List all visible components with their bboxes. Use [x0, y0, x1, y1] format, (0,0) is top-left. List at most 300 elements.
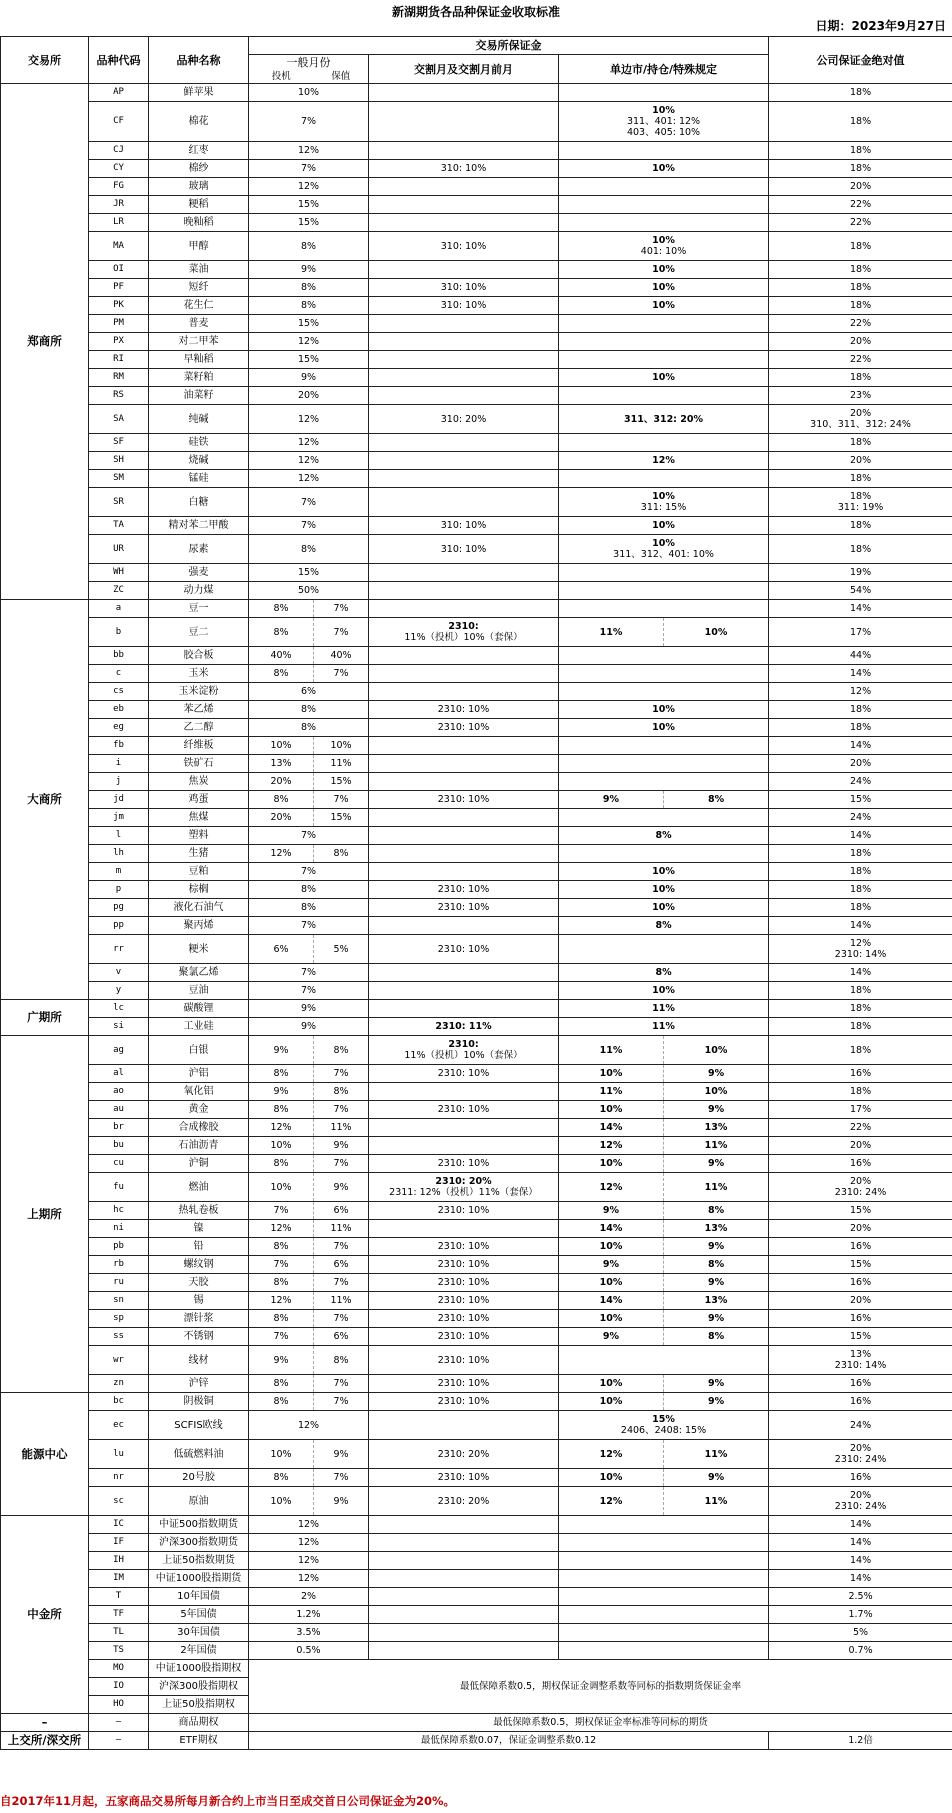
cell-text-line: 上证50指数期货 [162, 1555, 235, 1566]
cell-text-line: 7% [333, 794, 349, 805]
product-name [149, 452, 249, 470]
table-row [1, 1570, 952, 1588]
product-name [149, 142, 249, 160]
cell-text-line: 13% [270, 758, 292, 769]
table-row [1, 1732, 952, 1750]
company-margin [769, 369, 952, 387]
cell-text-line: 豆油 [188, 985, 209, 996]
company-margin [769, 1310, 952, 1328]
cell-text-line: 8% [273, 668, 289, 679]
cell-text-line: i [115, 758, 122, 768]
delivery-margin [369, 1155, 559, 1173]
header-company-margin: 公司保证金绝对值 [769, 37, 952, 84]
table-row [1, 452, 952, 470]
product-name [149, 470, 249, 488]
cell-text-line: 10% [270, 740, 292, 751]
cell-text-line: CY [113, 163, 124, 173]
speculation-margin [249, 665, 314, 683]
cell-text-line: 广期所 [27, 1010, 62, 1024]
special-margin [559, 964, 769, 982]
cell-text-line: sn [113, 1295, 124, 1305]
product-name [149, 1000, 249, 1018]
product-code [89, 809, 149, 827]
cell-text-line: 15% [297, 217, 320, 228]
special-margin [559, 261, 769, 279]
speculation-margin [249, 1101, 314, 1119]
table-row [1, 1065, 952, 1083]
special-speculation [559, 1036, 664, 1065]
cell-text-line: 粳米 [188, 943, 209, 955]
cell-text-line: 2.5% [848, 1591, 873, 1602]
cell-text-line: 10% [652, 538, 675, 549]
cell-text-line: 10% [270, 1140, 292, 1151]
product-name [149, 1328, 249, 1346]
cell-text-line: 棉纱 [188, 163, 209, 174]
company-margin [769, 737, 952, 755]
cell-text-line: 9% [707, 1313, 725, 1324]
product-name [149, 1274, 249, 1292]
cell-text-line: 2310: 10% [437, 943, 490, 955]
delivery-margin [369, 1256, 559, 1274]
cell-text-line: ag [113, 1044, 124, 1055]
cell-text-line: 1.7% [848, 1609, 873, 1620]
special-hedge [664, 1155, 769, 1173]
cell-text-line: 生猪 [188, 848, 209, 859]
delivery-margin [369, 899, 559, 917]
special-hedge [664, 1469, 769, 1487]
product-code [89, 1696, 149, 1714]
cell-text-line: 螺纹钢 [183, 1259, 214, 1270]
general-margin [249, 1000, 369, 1018]
special-margin [559, 405, 769, 434]
table-row [1, 232, 952, 261]
special-margin [559, 809, 769, 827]
company-margin [769, 517, 952, 535]
cell-text-line: 11% [704, 1495, 728, 1507]
speculation-margin [249, 1083, 314, 1101]
cell-text-line: 2311: 12%（投机）11%（套保） [389, 1187, 538, 1198]
table-row [1, 1469, 952, 1487]
table-row [1, 315, 952, 333]
product-code [89, 845, 149, 863]
cell-text-line: 苯乙烯 [183, 704, 214, 715]
product-name [149, 1292, 249, 1310]
cell-text-line: SA [113, 413, 124, 424]
cell-text-line: 0.7% [848, 1645, 873, 1656]
table-row [1, 369, 952, 387]
cell-text-line: 11% [704, 1181, 728, 1193]
delivery-margin [369, 737, 559, 755]
cell-text-line: fu [113, 1181, 124, 1192]
hedge-margin [314, 809, 369, 827]
product-name [149, 315, 249, 333]
special-margin [559, 1588, 769, 1606]
cell-text-line: 20% [270, 776, 292, 787]
cell-text-line: 9% [707, 1241, 725, 1252]
company-margin [769, 791, 952, 809]
hedge-margin [314, 773, 369, 791]
cell-text-line: 18% [849, 264, 872, 275]
product-name [149, 1346, 249, 1375]
delivery-margin [369, 351, 559, 369]
cell-text-line: 8% [707, 794, 725, 805]
company-margin [769, 1588, 952, 1606]
company-margin [769, 1516, 952, 1534]
cell-text-line: 棕榈 [188, 884, 209, 895]
cell-text-line: 11% [652, 1003, 675, 1014]
cell-text-line: c [115, 668, 122, 678]
product-name [149, 1642, 249, 1660]
table-row [1, 84, 952, 102]
special-speculation [559, 791, 664, 809]
cell-text-line: 白糖 [188, 496, 209, 508]
cell-text-line: 尿素 [188, 543, 209, 555]
cell-text-line: TS [113, 1645, 124, 1655]
special-margin [559, 1570, 769, 1588]
product-code [89, 214, 149, 232]
special-hedge [664, 1274, 769, 1292]
general-margin [249, 297, 369, 315]
cell-text-line: 10% [599, 1158, 623, 1169]
cell-text-line: 18% [849, 145, 872, 156]
cell-text-line: 10% [652, 163, 675, 174]
table-row [1, 1487, 952, 1516]
cell-text-line: 310: 10% [440, 240, 487, 252]
product-name [149, 333, 249, 351]
general-margin [249, 1570, 369, 1588]
company-margin [769, 160, 952, 178]
product-name [149, 1393, 249, 1411]
cell-text-line: 9% [300, 372, 317, 383]
cell-text-line: 锰硅 [188, 473, 209, 484]
cell-text-line: 2310: 24% [834, 1454, 887, 1465]
cell-text-line: 豆二 [188, 626, 209, 638]
cell-text-line: 14% [849, 1519, 872, 1530]
cell-text-line: 黄金 [188, 1104, 209, 1115]
delivery-margin [369, 1137, 559, 1155]
cell-text-line: 16% [849, 1472, 872, 1483]
cell-text-line: 上期所 [27, 1206, 62, 1221]
cell-text-line: 403、405: 10% [626, 127, 701, 138]
delivery-margin [369, 1310, 559, 1328]
company-margin [769, 387, 952, 405]
product-code [89, 452, 149, 470]
speculation-margin [249, 1238, 314, 1256]
special-speculation [559, 618, 664, 647]
cell-text-line: 10% [599, 1068, 623, 1079]
cell-text-line: 8% [707, 1259, 725, 1270]
product-name [149, 964, 249, 982]
company-margin [769, 84, 952, 102]
special-margin [559, 982, 769, 1000]
general-margin [249, 142, 369, 160]
exchange-cell [1, 1732, 89, 1750]
cell-text-line: nr [113, 1472, 124, 1482]
cell-text-line: 9% [333, 1181, 349, 1193]
hedge-margin [314, 1375, 369, 1393]
cell-text-line: bb [113, 650, 124, 660]
cell-text-line: HO [113, 1699, 124, 1709]
cell-text-line: hc [113, 1205, 124, 1215]
cell-text-line: 22% [849, 217, 872, 228]
delivery-margin [369, 755, 559, 773]
cell-text-line: 12% [297, 473, 320, 484]
product-code [89, 917, 149, 935]
table-row [1, 196, 952, 214]
speculation-margin [249, 755, 314, 773]
special-speculation [559, 1310, 664, 1328]
cell-text-line: 9% [707, 1378, 725, 1389]
cell-text-line: zn [113, 1378, 124, 1388]
cell-text-line: 10% [599, 1378, 623, 1389]
cell-text-line: 2310: [448, 621, 479, 632]
cell-text-line: 15% [330, 812, 352, 823]
general-margin [249, 582, 369, 600]
cell-text-line: 短纤 [188, 282, 209, 293]
cell-text-line: 1.2倍 [848, 1735, 873, 1746]
cell-text-line: LR [113, 217, 124, 227]
cell-text-line: 10% [599, 1104, 623, 1115]
table-row [1, 1393, 952, 1411]
cell-text-line: 11% [330, 758, 352, 769]
special-margin [559, 535, 769, 564]
product-code [89, 1411, 149, 1440]
special-margin [559, 773, 769, 791]
product-name [149, 196, 249, 214]
product-code [89, 1660, 149, 1678]
product-name [149, 863, 249, 881]
cell-text-line: 7% [333, 603, 349, 614]
cell-text-line: 9% [273, 1086, 289, 1097]
header-delivery-month: 交割月及交割月前月 [369, 55, 559, 84]
etf-rule-text [249, 1732, 769, 1750]
hedge-margin [314, 1137, 369, 1155]
company-margin [769, 1393, 952, 1411]
product-code [89, 535, 149, 564]
cell-text-line: 18% [849, 1086, 872, 1097]
cell-text-line: 15% [849, 1205, 872, 1216]
cell-text-line: 11% [704, 1448, 728, 1460]
speculation-margin [249, 1155, 314, 1173]
cell-text-line: 6% [333, 1205, 349, 1216]
cell-text-line: eb [113, 704, 124, 714]
delivery-margin [369, 791, 559, 809]
product-name [149, 899, 249, 917]
product-name [149, 1660, 249, 1678]
cell-text-line: 6% [300, 686, 317, 697]
company-margin [769, 1534, 952, 1552]
special-margin [559, 1642, 769, 1660]
cell-text-line: 粳稻 [188, 199, 209, 210]
product-code [89, 387, 149, 405]
special-margin [559, 845, 769, 863]
cell-text-line: 9% [707, 1472, 725, 1483]
hedge-margin [314, 1155, 369, 1173]
product-code [89, 1516, 149, 1534]
cell-text-line: ru [113, 1277, 124, 1287]
cell-text-line: 白银 [188, 1044, 209, 1056]
delivery-margin [369, 647, 559, 665]
hedge-margin [314, 1393, 369, 1411]
delivery-margin [369, 1606, 559, 1624]
speculation-margin [249, 935, 314, 964]
cell-text-line: PM [113, 318, 124, 328]
cell-text-line: SF [113, 437, 124, 447]
cell-text-line: 2310: [448, 1039, 479, 1050]
cell-text-line: 11% [652, 1021, 675, 1032]
cell-text-line: 8% [273, 1313, 289, 1324]
general-margin [249, 517, 369, 535]
cell-text-line: 16% [849, 1396, 872, 1407]
special-margin [559, 178, 769, 196]
speculation-margin [249, 1346, 314, 1375]
product-code [89, 1624, 149, 1642]
cell-text-line: 10% [270, 1495, 292, 1507]
table-row [1, 1714, 952, 1732]
table-row [1, 1018, 952, 1036]
cell-text-line: 石油沥青 [178, 1140, 219, 1151]
cell-text-line: 2310: 10% [437, 902, 490, 913]
special-margin [559, 917, 769, 935]
table-row [1, 517, 952, 535]
general-margin [249, 84, 369, 102]
cell-text-line: 14% [849, 1555, 872, 1566]
delivery-margin [369, 315, 559, 333]
cell-text-line: 0.5% [296, 1645, 321, 1656]
cell-text-line: 13% [704, 1223, 728, 1234]
product-code [89, 899, 149, 917]
cell-text-line: 9% [707, 1104, 725, 1115]
speculation-margin [249, 618, 314, 647]
cell-text-line: 13% [849, 1349, 872, 1360]
cell-text-line: 7% [333, 1396, 349, 1407]
table-row [1, 1000, 952, 1018]
cell-text-line: 14% [599, 1223, 623, 1234]
company-margin [769, 809, 952, 827]
product-code [89, 665, 149, 683]
cell-text-line: 18% [849, 848, 872, 859]
cell-text-line: 8% [333, 1044, 349, 1056]
company-margin [769, 935, 952, 964]
cell-text-line: 12% [297, 437, 320, 448]
company-margin [769, 1624, 952, 1642]
special-margin [559, 755, 769, 773]
cell-text-line: 24% [849, 1419, 872, 1431]
product-name [149, 809, 249, 827]
product-code [89, 1083, 149, 1101]
header-exchange-margin: 交易所保证金 [249, 37, 769, 55]
cell-text-line: 8% [333, 1086, 349, 1097]
table-row [1, 1083, 952, 1101]
cell-text-line: 漂针浆 [183, 1313, 214, 1324]
general-margin [249, 535, 369, 564]
cell-text-line: 2310: 10% [437, 794, 490, 805]
cell-text-line: 甲醇 [188, 240, 209, 252]
company-margin [769, 333, 952, 351]
cell-text-line: 10% [652, 866, 675, 877]
cell-text-line: 18% [849, 282, 872, 293]
product-code [89, 1570, 149, 1588]
cell-text-line: 10% [599, 1472, 623, 1483]
header-code: 品种代码 [89, 37, 149, 84]
cell-text-line: 15% [297, 318, 320, 329]
company-margin [769, 564, 952, 582]
cell-text-line: 18% [849, 884, 872, 895]
cell-text-line: 13% [704, 1295, 728, 1306]
special-speculation [559, 1137, 664, 1155]
cell-text-line: 硅铁 [188, 437, 209, 448]
cell-text-line: 9% [602, 1259, 620, 1270]
product-name [149, 1624, 249, 1642]
cell-text-line: 18% [849, 473, 872, 484]
cell-text-line: 20% [849, 455, 872, 466]
table-row [1, 881, 952, 899]
cell-text-line: 对二甲苯 [178, 336, 219, 347]
cell-text-line: RM [113, 372, 124, 382]
product-code [89, 142, 149, 160]
product-code [89, 600, 149, 618]
delivery-margin [369, 1552, 559, 1570]
delivery-margin [369, 434, 559, 452]
product-code [89, 1155, 149, 1173]
speculation-margin [249, 1292, 314, 1310]
special-margin [559, 452, 769, 470]
delivery-margin [369, 809, 559, 827]
cell-text-line: 焦炭 [188, 776, 209, 787]
company-margin [769, 351, 952, 369]
product-code [89, 791, 149, 809]
general-margin [249, 452, 369, 470]
cell-text-line: 10% [652, 105, 675, 116]
delivery-margin [369, 701, 559, 719]
product-name [149, 1588, 249, 1606]
hedge-margin [314, 600, 369, 618]
table-row [1, 701, 952, 719]
special-margin [559, 470, 769, 488]
cell-text-line: bc [113, 1396, 124, 1406]
cell-text-line: SCFIS欧线 [174, 1419, 223, 1431]
cell-text-line: 大商所 [27, 792, 62, 806]
cell-text-line: 12% [297, 181, 320, 192]
hedge-margin [314, 755, 369, 773]
cell-text-line: AP [113, 87, 124, 97]
product-name [149, 1552, 249, 1570]
cell-text-line: 311、312: 20% [624, 413, 704, 425]
cell-text-line: 7% [300, 920, 317, 931]
general-margin [249, 387, 369, 405]
product-name [149, 1732, 249, 1750]
cell-text-line: 10% [270, 1448, 292, 1460]
table-row [1, 982, 952, 1000]
company-margin [769, 1065, 952, 1083]
company-margin [769, 452, 952, 470]
general-margin [249, 881, 369, 899]
cell-text-line: 12% [297, 1519, 320, 1530]
hedge-margin [314, 737, 369, 755]
table-row [1, 1552, 952, 1570]
cell-text-line: 2310: 10% [437, 1259, 490, 1270]
option-rule-text [249, 1714, 952, 1732]
cell-text-line: 7% [333, 1277, 349, 1288]
product-name [149, 881, 249, 899]
special-margin [559, 1411, 769, 1440]
product-name [149, 351, 249, 369]
cell-text-line: 9% [273, 1044, 289, 1056]
special-hedge [664, 618, 769, 647]
cell-text-line: 18% [849, 240, 872, 252]
cell-text-line: 6% [333, 1259, 349, 1270]
table-row [1, 1534, 952, 1552]
